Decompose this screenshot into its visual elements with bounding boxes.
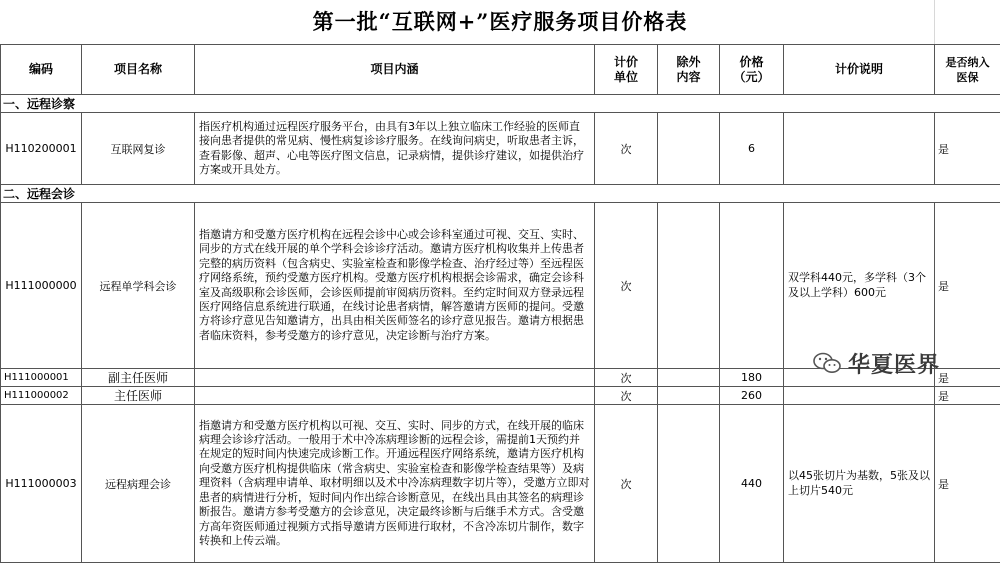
cell-code: H111000000	[1, 203, 82, 369]
section-row	[1, 95, 1000, 113]
cell-note: 以45张切片为基数，5张及以上切片540元	[784, 405, 935, 563]
cell-price: 180	[720, 369, 784, 387]
cell-content	[195, 387, 595, 405]
wechat-icon	[812, 351, 842, 375]
header-row	[1, 45, 1000, 95]
cell-excluded	[658, 369, 720, 387]
cell-excluded	[658, 113, 720, 185]
cell-content: 指邀请方和受邀方医疗机构在远程会诊中心或会诊科室通过可视、交互、实时、同步的方式在线开展的单个学科会诊诊疗活动。邀请方医疗机构收集并上传患者完整的病历资料（包含病史、实验室检查和影像学检查、治疗经过等）至远程医疗网络系统，预约受邀方医疗机构。受邀方医疗机构根据会诊需求，确定会诊科室及高级职称会诊医师，会诊医师提前审阅病历资料。至约定时间双方登录远程医疗网络信息系统进行联通，在线讨论患者病情，解答邀请方医师的提问。受邀方将诊疗意见告知邀请方，出具由相关医师签名的诊疗意见报告。邀请方根据患者临床资料，参考受邀方的诊疗意见，决定诊断与治疗方案。	[195, 203, 595, 369]
cell-name: 互联网复诊	[82, 113, 195, 185]
cell-content: 指医疗机构通过远程医疗服务平台，由具有3年以上独立临床工作经验的医师直接向患者提供的常见病、慢性病复诊诊疗服务。在线询问病史，听取患者主诉，查看影像、超声、心电等医疗图文信息，记录病情，提供诊疗建议，如提供治疗方案或开具处方。	[195, 113, 595, 185]
header-name: 项目名称	[82, 45, 195, 95]
cell-code: H111000001	[1, 369, 82, 387]
cell-insurance: 是	[935, 369, 1000, 387]
cell-note	[784, 113, 935, 185]
cell-price: 260	[720, 387, 784, 405]
header-note: 计价说明	[784, 45, 935, 95]
cell-price: 6	[720, 113, 784, 185]
cell-note	[784, 387, 935, 405]
cell-excluded	[658, 387, 720, 405]
cell-code: H111000002	[1, 387, 82, 405]
table-row	[1, 387, 1000, 405]
table-row	[1, 405, 1000, 563]
cell-name: 远程单学科会诊	[82, 203, 195, 369]
section-label: 二、远程会诊	[1, 185, 1000, 203]
section-row	[1, 185, 1000, 203]
price-table	[0, 44, 1000, 563]
cell-unit: 次	[595, 405, 658, 563]
cell-price	[720, 203, 784, 369]
header-content: 项目内涵	[195, 45, 595, 95]
cell-name: 远程病理会诊	[82, 405, 195, 563]
cell-insurance: 是	[935, 113, 1000, 185]
table-row	[1, 113, 1000, 185]
watermark	[812, 346, 982, 380]
cell-name: 副主任医师	[82, 369, 195, 387]
cell-unit: 次	[595, 369, 658, 387]
cell-unit: 次	[595, 387, 658, 405]
cell-note: 双学科440元，多学科（3个及以上学科）600元	[784, 203, 935, 369]
cell-unit: 次	[595, 203, 658, 369]
header-price: 价格 （元）	[720, 45, 784, 95]
cell-excluded	[658, 203, 720, 369]
header-code: 编码	[1, 45, 82, 95]
cell-insurance: 是	[935, 405, 1000, 563]
header-insurance: 是否纳入 医保	[935, 45, 1000, 95]
cell-code: H110200001	[1, 113, 82, 185]
cell-code: H111000003	[1, 405, 82, 563]
section-label: 一、远程诊察	[1, 95, 1000, 113]
grid-line	[934, 0, 935, 44]
cell-insurance: 是	[935, 203, 1000, 369]
cell-content: 指邀请方和受邀方医疗机构以可视、交互、实时、同步的方式，在线开展的临床病理会诊诊疗活动。一般用于术中冷冻病理诊断的远程会诊，需提前1天预约并在规定的短时间内快速完成诊断工作。开通远程医疗网络系统，邀请方医疗机构向受邀方医疗机构提供临床（常含病史、实验室检查和影像学检查结果等）及病理资料（含病理申请单、取材明细以及术中冷冻病理数字切片等），受邀方立即对患者的病情进行分析，短时间内作出综合诊断意见，在线出具由其签名的病理诊断报告。邀请方参考受邀方的会诊意见，决定最终诊断与后继手术方式。含受邀方高年资医师通过视频方式指导邀请方医师进行取材，不含冷冻切片制作，数字转换和上传云端。	[195, 405, 595, 563]
table-row	[1, 203, 1000, 369]
cell-excluded	[658, 405, 720, 563]
cell-unit: 次	[595, 113, 658, 185]
watermark-text: 华夏医界	[848, 352, 941, 378]
cell-content	[195, 369, 595, 387]
header-excluded: 除外 内容	[658, 45, 720, 95]
header-unit: 计价 单位	[595, 45, 658, 95]
cell-name: 主任医师	[82, 387, 195, 405]
cell-price: 440	[720, 405, 784, 563]
cell-insurance: 是	[935, 387, 1000, 405]
page-title: 第一批“互联网+”医疗服务项目价格表	[312, 9, 688, 34]
